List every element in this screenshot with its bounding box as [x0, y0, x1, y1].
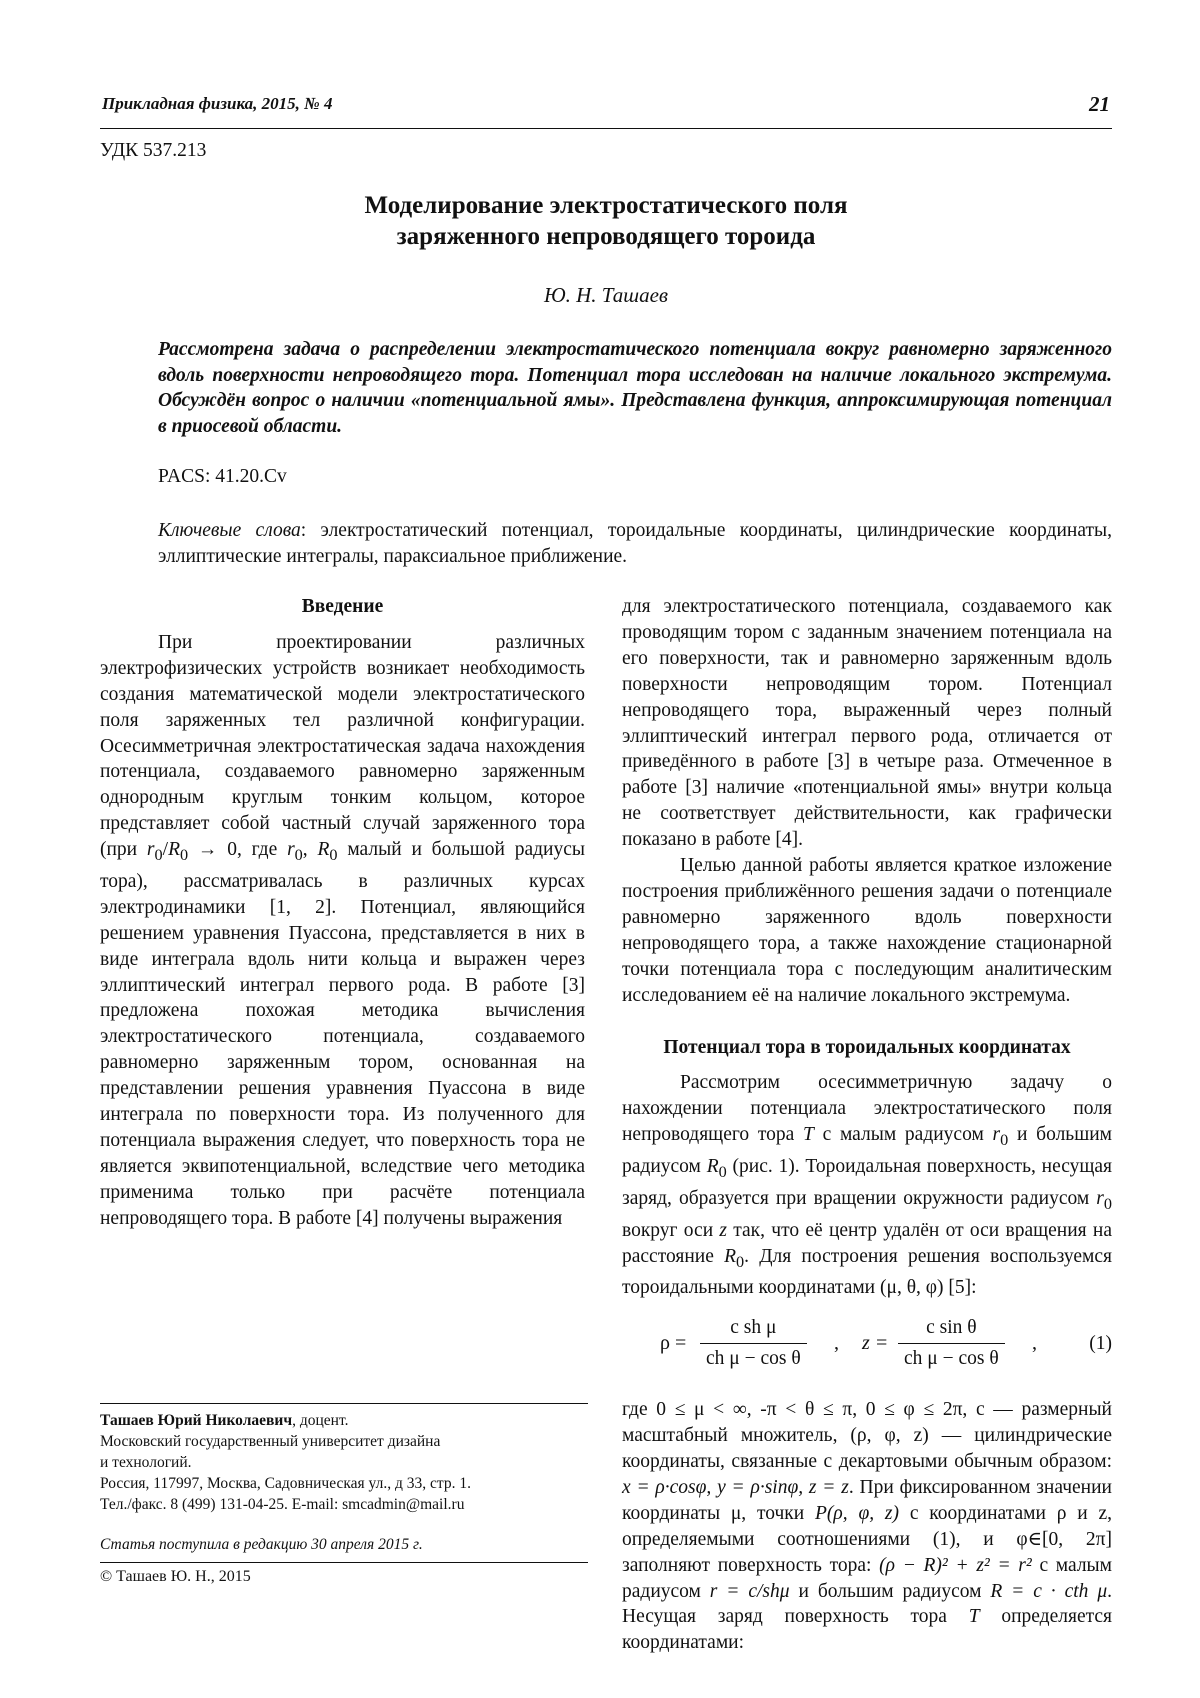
footnote-divider [100, 1403, 588, 1404]
eq-rho-lhs: ρ = [660, 1332, 687, 1355]
eq-z-numerator: c sin θ [898, 1315, 1005, 1344]
footnote-author-line: Ташаев Юрий Николаевич, доцент. [100, 1412, 349, 1429]
intro-paragraph-2: Целью данной работы является краткое изложение построения приближённого решения задачи о потенциале равномерно заряженного вдоль поверхности непроводящего тора, а также нахождение стационарной точки потенциала тора с последующим аналитическим исследованием её на наличие локального экстремума. [622, 855, 1112, 1006]
intro-heading: Введение [301, 596, 384, 617]
udc-code: УДК 537.213 [100, 140, 207, 161]
section-2-heading: Потенциал тора в тороидальных координатах [663, 1036, 1071, 1058]
copyright-divider [100, 1562, 588, 1563]
title-line-2: заряженного непроводящего тороида [396, 223, 816, 250]
abstract: Рассмотрена задача о распределении электростатического потенциала вокруг равномерно заряженного вдоль поверхности непроводящего тора. Потенциал тора исследован на наличие локального экстремума. Обсуждён вопрос о наличии «потенциальной ямы». Представлена функция, аппроксимирующая потенциал в приосевой области. [158, 339, 1112, 437]
keywords-text: : электростатический потенциал, тороидальные координаты, цилиндрические координаты, эллиптические интегралы, параксиальное приближение. [158, 520, 1112, 567]
footnote-affiliation-1: Московский государственный университет дизайна [100, 1433, 441, 1450]
intro-paragraph-1-continued: для электростатического потенциала, создаваемого как проводящим тором с заданным значением потенциала на его поверхности, так и равномерно заряженным вдоль поверхности непроводящим тором. Потенциал непроводящего тора, выраженный через полный эллиптический интеграл первого рода, отличается от приведённого в работе [3] в четыре раза. Отмеченное в работе [3] наличие «потенциальной ямы» внутри кольца не соответствует действительности, как графически показано в работе [4]. [622, 596, 1112, 851]
keywords-label: Ключевые слова [158, 520, 301, 541]
footnote-contact: Тел./факс. 8 (499) 131-04-25. E-mail: smcadmin@mail.ru [100, 1496, 465, 1513]
eq-rho-fraction [700, 1315, 807, 1372]
footnote-affiliation-2: и технологий. [100, 1454, 192, 1471]
article-title [100, 190, 1112, 252]
section-2-paragraph-2: где 0 ≤ μ < ∞, -π < θ ≤ π, 0 ≤ φ ≤ 2π, c — размерный масштабный множитель, (ρ, φ, z) — цилиндрические координаты, связанные с декартовыми обычным образом: x = ρ·cosφ, y = ρ·sinφ, z = z. При фиксированном значении координаты μ, точки P(ρ, φ, z) с координатами ρ и z, определяемыми соотношениями (1), и φ∈[0, 2π] заполняют поверхность тора: (ρ − R)² + z² = r² с малым радиусом r = c/shμ и большим радиусом R = c · cth μ. Несущая заряд поверхность тора T определяется координатами: [622, 1399, 1113, 1654]
eq-z-lhs: z = [862, 1332, 889, 1355]
equation-1 [622, 1311, 1112, 1391]
received-date: Статья поступила в редакцию 30 апреля 2015 г. [100, 1536, 423, 1553]
eq-rho-denominator: ch μ − cos θ [706, 1348, 801, 1370]
page-number: 21 [1089, 92, 1110, 116]
intro-paragraph-1: При проектировании различных электрофизических устройств возникает необходимость создания математической модели электростатического поля заряженных тел различной конфигурации. Осесимметричная электростатическая задача нахождения потенциала, создаваемого равномерно заряженным однородным круглым тонким кольцом, которое представляет собой частный случай заряженного тора (при $r_0/R_0 \to 0$, где $r_0$, $R_0$ малый и большой радиусы тора), рассматривалась в различных курсах электродинамики [1, 2]. Потенциал, являющийся решением уравнения Пуассона, представляется в них в виде интеграла вдоль нити кольца и выражен через эллиптический интеграл первого рода. В работе [3] предложена похожая методика вычисления электростатического потенциала, создаваемого равномерно заряженным тором, основанная на представлении решения уравнения Пуассона в виде интеграла по поверхности тора. Из полученного для потенциала выражения следует, что поверхность тора не является эквипотенциальной, вследствие чего методика применима только при расчёте потенциала непроводящего тора. В работе [4] получены выражения [100, 631, 586, 1229]
footnote-address: Россия, 117997, Москва, Садовническая ул., д 33, стр. 1. [100, 1475, 471, 1492]
title-line-1: Моделирование электростатического поля [364, 192, 848, 219]
eq-end: , [1032, 1332, 1037, 1355]
right-column-flow [622, 594, 1112, 1656]
pacs-code: PACS: 41.20.Cv [158, 466, 287, 487]
section-2-paragraph-1: Рассмотрим осесимметричную задачу о нахождении потенциала электростатического поля непроводящего тора T с малым радиусом $r_0$ и большим радиусом $R_0$ (рис. 1). Тороидальная поверхность, несущая заряд, образуется при вращении окружности радиусом $r_0$ вокруг оси z так, что её центр удалён от оси вращения на расстояние $R_0$. Для построения решения воспользуемся тороидальными координатами (μ, θ, φ) [5]: [622, 1072, 1112, 1299]
author: Ю. Н. Ташаев [543, 283, 669, 307]
journal-name: Прикладная физика, 2015, № 4 [102, 94, 333, 113]
eq-rho-numerator: c sh μ [700, 1315, 807, 1344]
running-head [100, 92, 1112, 129]
keywords [158, 518, 1112, 570]
author-footnote [100, 1410, 588, 1515]
copyright: © Ташаев Ю. Н., 2015 [100, 1568, 251, 1585]
eq-z-fraction [898, 1315, 1005, 1372]
eq-z-denominator: ch μ − cos θ [904, 1348, 999, 1370]
eq-separator: , [834, 1332, 839, 1355]
section-gap [622, 1009, 1112, 1035]
left-column [100, 594, 585, 1232]
equation-number: (1) [1089, 1333, 1112, 1355]
